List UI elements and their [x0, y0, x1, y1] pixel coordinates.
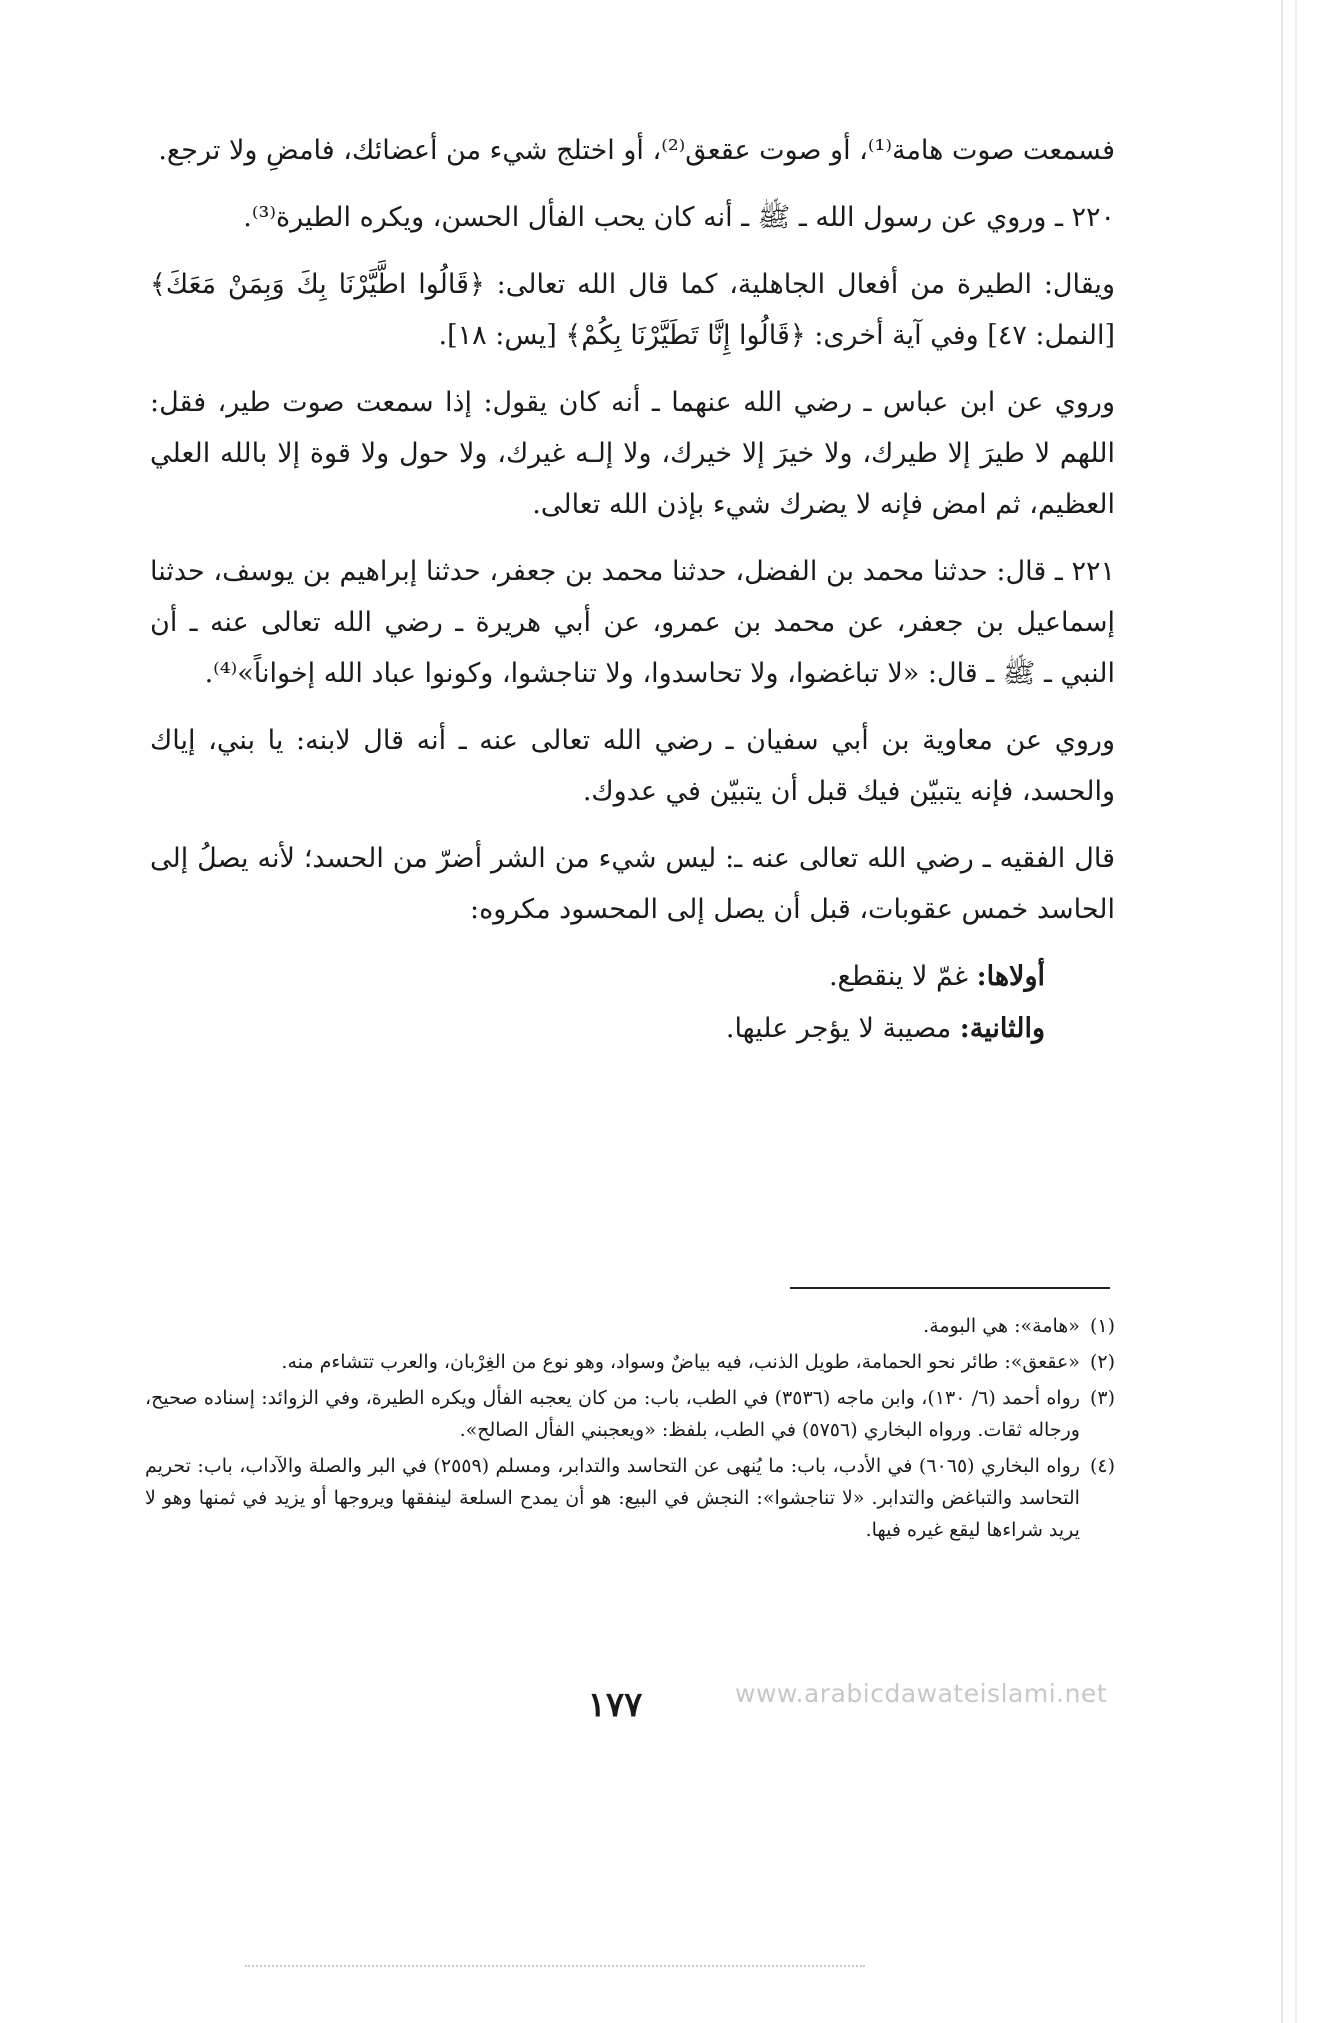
paragraph-tiyara: ويقال: الطيرة من أفعال الجاهلية، كما قال الله تعالى: ﴿قَالُوا اطَّيَّرْنَا بِكَ وَبِمَنْ مَعَكَ﴾ [النمل: ٤٧] وفي آية أخرى: ﴿قَالُوا إِنَّا تَطَيَّرْنَا بِكُمْ﴾ [يس: ١٨].: [150, 269, 1115, 351]
scan-edge-line-outer: [1281, 0, 1283, 2023]
paragraph-1: فسمعت صوت هامة⁽¹⁾، أو صوت عقعق⁽²⁾، أو اختلج شيء من أعضائك، فامضِ ولا ترجع.: [158, 135, 1115, 166]
scan-artifact-dots: [245, 1965, 865, 1967]
footnote-number: (٣): [1089, 1387, 1115, 1409]
scan-edge-line-inner: [1295, 0, 1297, 2023]
footnote-number: (١): [1089, 1315, 1115, 1337]
footnote-text: «هامة»: هي البومة.: [923, 1315, 1080, 1337]
footnote-text: «عقعق»: طائر نحو الحمامة، طويل الذنب، فيه بياضٌ وسواد، وهو نوع من الغِرْبان، والعرب تتشاءم منه.: [281, 1351, 1080, 1373]
paragraph-ibn-abbas: وروي عن ابن عباس ـ رضي الله عنهما ـ أنه كان يقول: إذا سمعت صوت طير، فقل: اللهم لا طيرَ إلا طيرك، ولا خيرَ إلا خيرك، ولا إلـه غيرك، ولا حول ولا قوة إلا بالله العلي العظيم، ثم امض فإنه لا يضرك شيء بإذن الله تعالى.: [150, 387, 1115, 520]
footnote-3: [145, 1382, 1115, 1446]
footnote-text: رواه أحمد (٦/ ١٣٠)، وابن ماجه (٣٥٣٦) في الطب، باب: من كان يعجبه الفأل ويكره الطيرة، وفي الزوائد: إسناده صحيح، ورجاله ثقات. ورواه البخاري (٥٧٥٦) في الطب، بلفظ: «ويعجبني الفأل الصالح».: [145, 1387, 1080, 1441]
list-item-first: [150, 951, 1045, 1003]
page-number: ١٧٧: [587, 1685, 643, 1725]
list-item-second: [150, 1003, 1045, 1055]
item-label: والثانية:: [959, 1013, 1045, 1044]
footnote-number: (٤): [1089, 1455, 1115, 1477]
paragraph-220: ٢٢٠ ـ وروي عن رسول الله ـ ﷺ ـ أنه كان يحب الفأل الحسن، ويكره الطيرة⁽³⁾.: [243, 202, 1115, 233]
watermark-url: www.arabicdawateislami.net: [735, 1679, 1108, 1708]
footnote-number: (٢): [1089, 1351, 1115, 1373]
main-text: [150, 125, 1115, 1055]
item-label: أولاها:: [976, 961, 1045, 992]
footnote-separator: [790, 1287, 1110, 1289]
footnote-2: [145, 1346, 1115, 1378]
footnote-4: [145, 1450, 1115, 1546]
paragraph-faqih: قال الفقيه ـ رضي الله تعالى عنه ـ: ليس شيء من الشر أضرّ من الحسد؛ لأنه يصلُ إلى الحاسد خمس عقوبات، قبل أن يصل إلى المحسود مكروه:: [150, 843, 1115, 925]
paragraph-221: ٢٢١ ـ قال: حدثنا محمد بن الفضل، حدثنا محمد بن جعفر، حدثنا إبراهيم بن يوسف، حدثنا إسماعيل بن جعفر، عن محمد بن عمرو، عن أبي هريرة ـ رضي الله تعالى عنه ـ أن النبي ـ ﷺ ـ قال: «لا تباغضوا، ولا تحاسدوا، ولا تناجشوا، وكونوا عباد الله إخواناً»⁽⁴⁾.: [150, 556, 1115, 689]
footnote-text: رواه البخاري (٦٠٦٥) في الأدب، باب: ما يُنهى عن التحاسد والتدابر، ومسلم (٢٥٥٩) في البر والصلة والآداب، باب: تحريم التحاسد والتباغض والتدابر. «لا تناجشوا»: النجش في البيع: هو أن يمدح السلعة لينفقها ويروجها أو يزيد في ثمنها وهو لا يريد شراءها ليقع غيره فيها.: [145, 1455, 1080, 1541]
footnote-1: [145, 1310, 1115, 1342]
item-text: مصيبة لا يؤجر عليها.: [725, 1013, 952, 1044]
paragraph-muawiya: وروي عن معاوية بن أبي سفيان ـ رضي الله تعالى عنه ـ أنه قال لابنه: يا بني، إياك والحسد، فإنه يتبيّن فيك قبل أن يتبيّن في عدوك.: [150, 725, 1115, 807]
item-text: غمّ لا ينقطع.: [828, 961, 969, 992]
footnotes: [145, 1310, 1115, 1550]
